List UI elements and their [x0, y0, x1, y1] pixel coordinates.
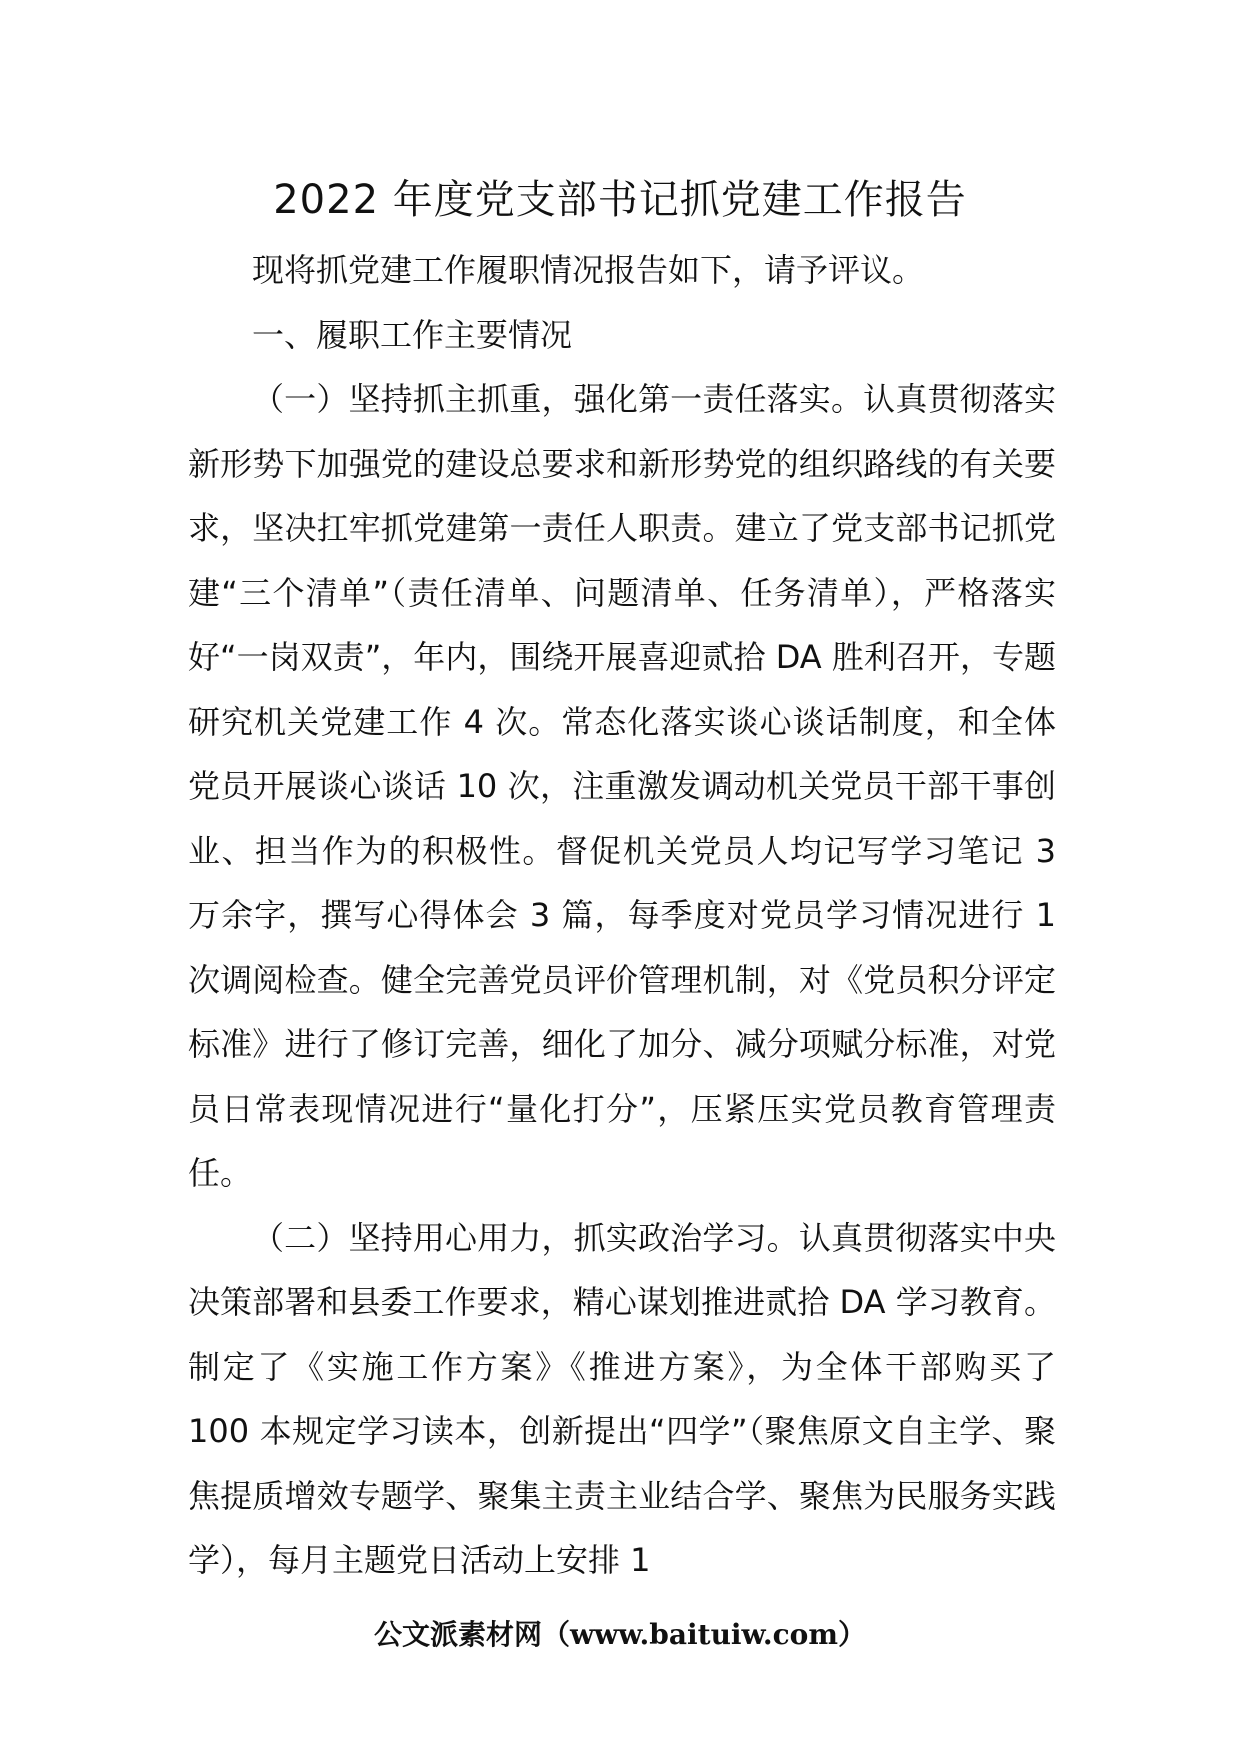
paragraph-subsection-1: （一）坚持抓主抓重，强化第一责任落实。认真贯彻落实新形势下加强党的建设总要求和新形势党的组织路线的有关要求，坚决扛牢抓党建第一责任人职责。建立了党支部书记抓党建“三个清单”（责任清单、问题清单、任务清单），严格落实好“一岗双责”，年内，围绕开展喜迎贰拾 DA 胜利召开，专题研究机关党建工作 4 次。常态化落实谈心谈话制度，和全体党员开展谈心谈话 10 次，注重激发调动机关党员干部干事创业、担当作为的积极性。督促机关党员人均记写学习笔记 3 万余字，撰写心得体会 3 篇，每季度对党员学习情况进行 1 次调阅检查。健全完善党员评价管理机制，对《党员积分评定标准》进行了修订完善，细化了加分、减分项赋分标准，对党员日常表现情况进行“量化打分”，压紧压实党员教育管理责任。 — [188, 380, 1056, 1192]
document-title: 2022 年度党支部书记抓党建工作报告 — [273, 177, 967, 223]
paragraph-subsection-2: （二）坚持用心用力，抓实政治学习。认真贯彻落实中央决策部署和县委工作要求，精心谋划推进贰拾 DA 学习教育。制定了《实施工作方案》《推进方案》，为全体干部购买了 100 本规定学习读本，创新提出“四学”（聚焦原文自主学、聚焦提质增效专题学、聚集主责主业结合学、聚焦为民服务实践学），每月主题党日活动上安排 1 — [188, 1218, 1056, 1579]
paragraph-intro: 现将抓党建工作履职情况报告如下，请予评议。 — [252, 251, 925, 289]
document-body — [188, 238, 1056, 1593]
footer-watermark: 公文派素材网（www.baituiw.com） — [374, 1618, 866, 1651]
section-heading-1: 一、履职工作主要情况 — [252, 315, 573, 354]
